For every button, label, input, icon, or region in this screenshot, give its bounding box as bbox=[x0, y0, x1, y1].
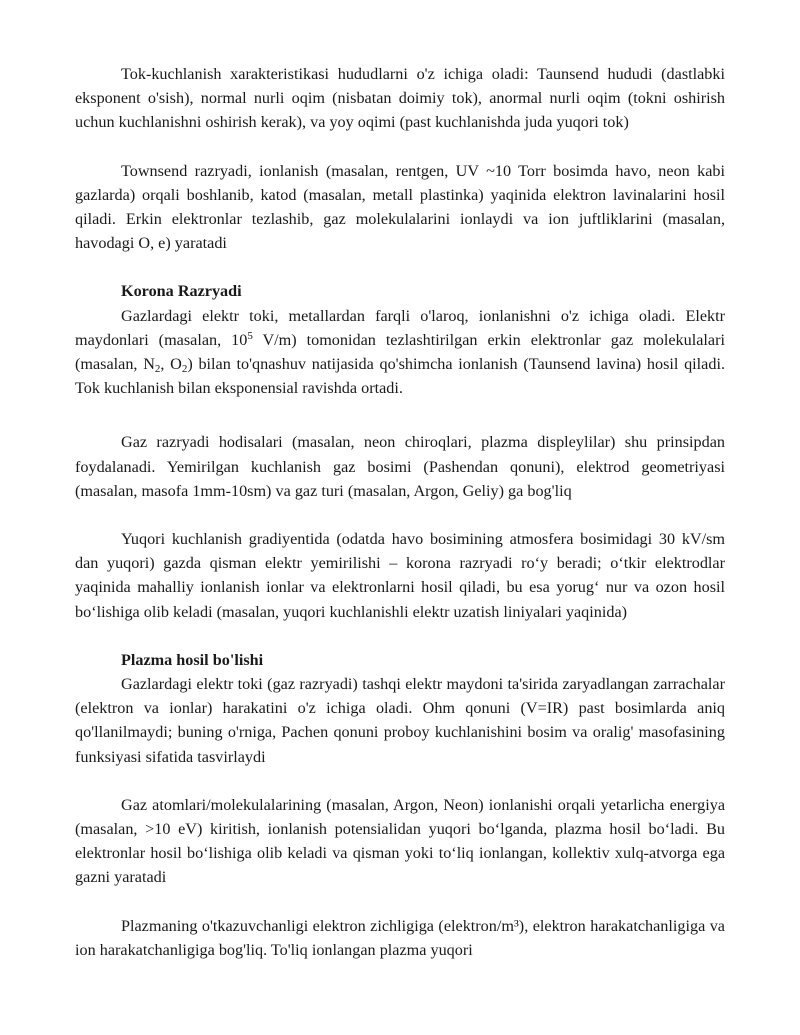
paragraph-gas-discharge: Gaz razryadi hodisalari (masalan, neon chiroqlari, plazma displeylilar) shu prinsipdan foydalanadi. Yemirilgan kuchlanish gaz bosimi (Pashendan qonuni), elektrod geometriyasi (masalan, masofa 1mm-10sm) va gaz turi (masalan, Argon, Geliy) ga bog'liq bbox=[75, 433, 725, 500]
heading-plazma: Plazma hosil bo'lishi bbox=[121, 650, 264, 669]
text-run: , O bbox=[160, 355, 182, 374]
text-run: ) bilan to'qnashuv natijasida qo'shimcha ionlanish (Taunsend lavina) hosil qiladi. Tok kuchlanish bilan eksponensial ravishda ortadi. bbox=[75, 355, 725, 398]
text-run: Gazlardagi elektr toki, metallardan farqli o'laroq, ionlanishni o'z ichiga oladi. Elektr maydonlari (masalan, 10 bbox=[75, 306, 725, 349]
superscript-exponent: 5 bbox=[247, 329, 253, 342]
subscript-o2: 2 bbox=[181, 363, 188, 376]
paragraph-iv-characteristic: Tok-kuchlanish xarakteristikasi hududlarni o'z ichiga oladi: Taunsend hududi (dastlabki eksponent o'sish), normal nurli oqim (nisbatan doimiy tok), anormal nurli oqim (tokni oshirish uchun kuchlanishni oshirish kerak), va yoy oqimi (past kuchlanishda juda yuqori tok) bbox=[75, 65, 725, 132]
paragraph-plasma-formation: Gaz atomlari/molekulalarining (masalan, Argon, Neon) ionlanishi orqali yetarlicha energiya (masalan, >10 eV) kiritish, ionlanish potensialidan yuqori bo‘lganda, plazma hosil bo‘ladi. Bu elektronlar hosil bo‘lishiga olib keladi va qisman yoki to‘liq ionlangan, kollektiv xulq-atvorga ega gazni yaratadi bbox=[75, 795, 725, 887]
paragraph-ohm-paschen: Gazlardagi elektr toki (gaz razryadi) tashqi elektr maydoni ta'sirida zaryadlangan zarrachalar (elektron va ionlar) harakatini o'z ichiga oladi. Ohm qonuni (V=IR) past bosimlarda aniq qo'llanilmaydi; buning o'rniga, Pachen qonuni proboy kuchlanishini bosim va oralig' masofasining funksiyasi sifatida tasvirlaydi bbox=[75, 675, 725, 766]
text-run: V/m) tomonidan tezlashtirilgan erkin elektronlar gaz molekulalari (masalan, N bbox=[75, 330, 725, 374]
paragraph-townsend: Townsend razryadi, ionlanish (masalan, rentgen, UV ~10 Torr bosimda havo, neon kabi gazlarda) orqali boshlanib, katod (masalan, metall plastinka) yaqinida elektron lavinalarini hosil qiladi. Erkin elektronlar tezlashib, gaz molekulalarini ionlaydi va ion juftliklarini (masalan, havodagi O, e) yaratadi bbox=[75, 161, 725, 253]
paragraph-corona: Yuqori kuchlanish gradiyentida (odatda havo bosimining atmosfera bosimidagi 30 kV/sm dan yuqori) gazda qisman elektr yemirilishi – korona razryadi ro‘y beradi; o‘tkir elektrodlar yaqinida mahalliy ionlanish ionlar va elektronlarni hosil qiladi, bu esa yorug‘ nur va ozon hosil bo‘lishiga olib keladi (masalan, yuqori kuchlanishli elektr uzatish liniyalari yaqinida) bbox=[75, 530, 725, 621]
subscript-n2: 2 bbox=[154, 363, 161, 376]
heading-korona: Korona Razryadi bbox=[121, 282, 242, 301]
paragraph-gas-current bbox=[75, 304, 725, 401]
paragraph-plasma-conductivity: Plazmaning o'tkazuvchanligi elektron zichligiga (elektron/m³), elektron harakatchanligiga va ion harakatchanligiga bog'liq. To'liq ionlangan plazma yuqori bbox=[75, 916, 725, 959]
document-body bbox=[75, 62, 725, 962]
